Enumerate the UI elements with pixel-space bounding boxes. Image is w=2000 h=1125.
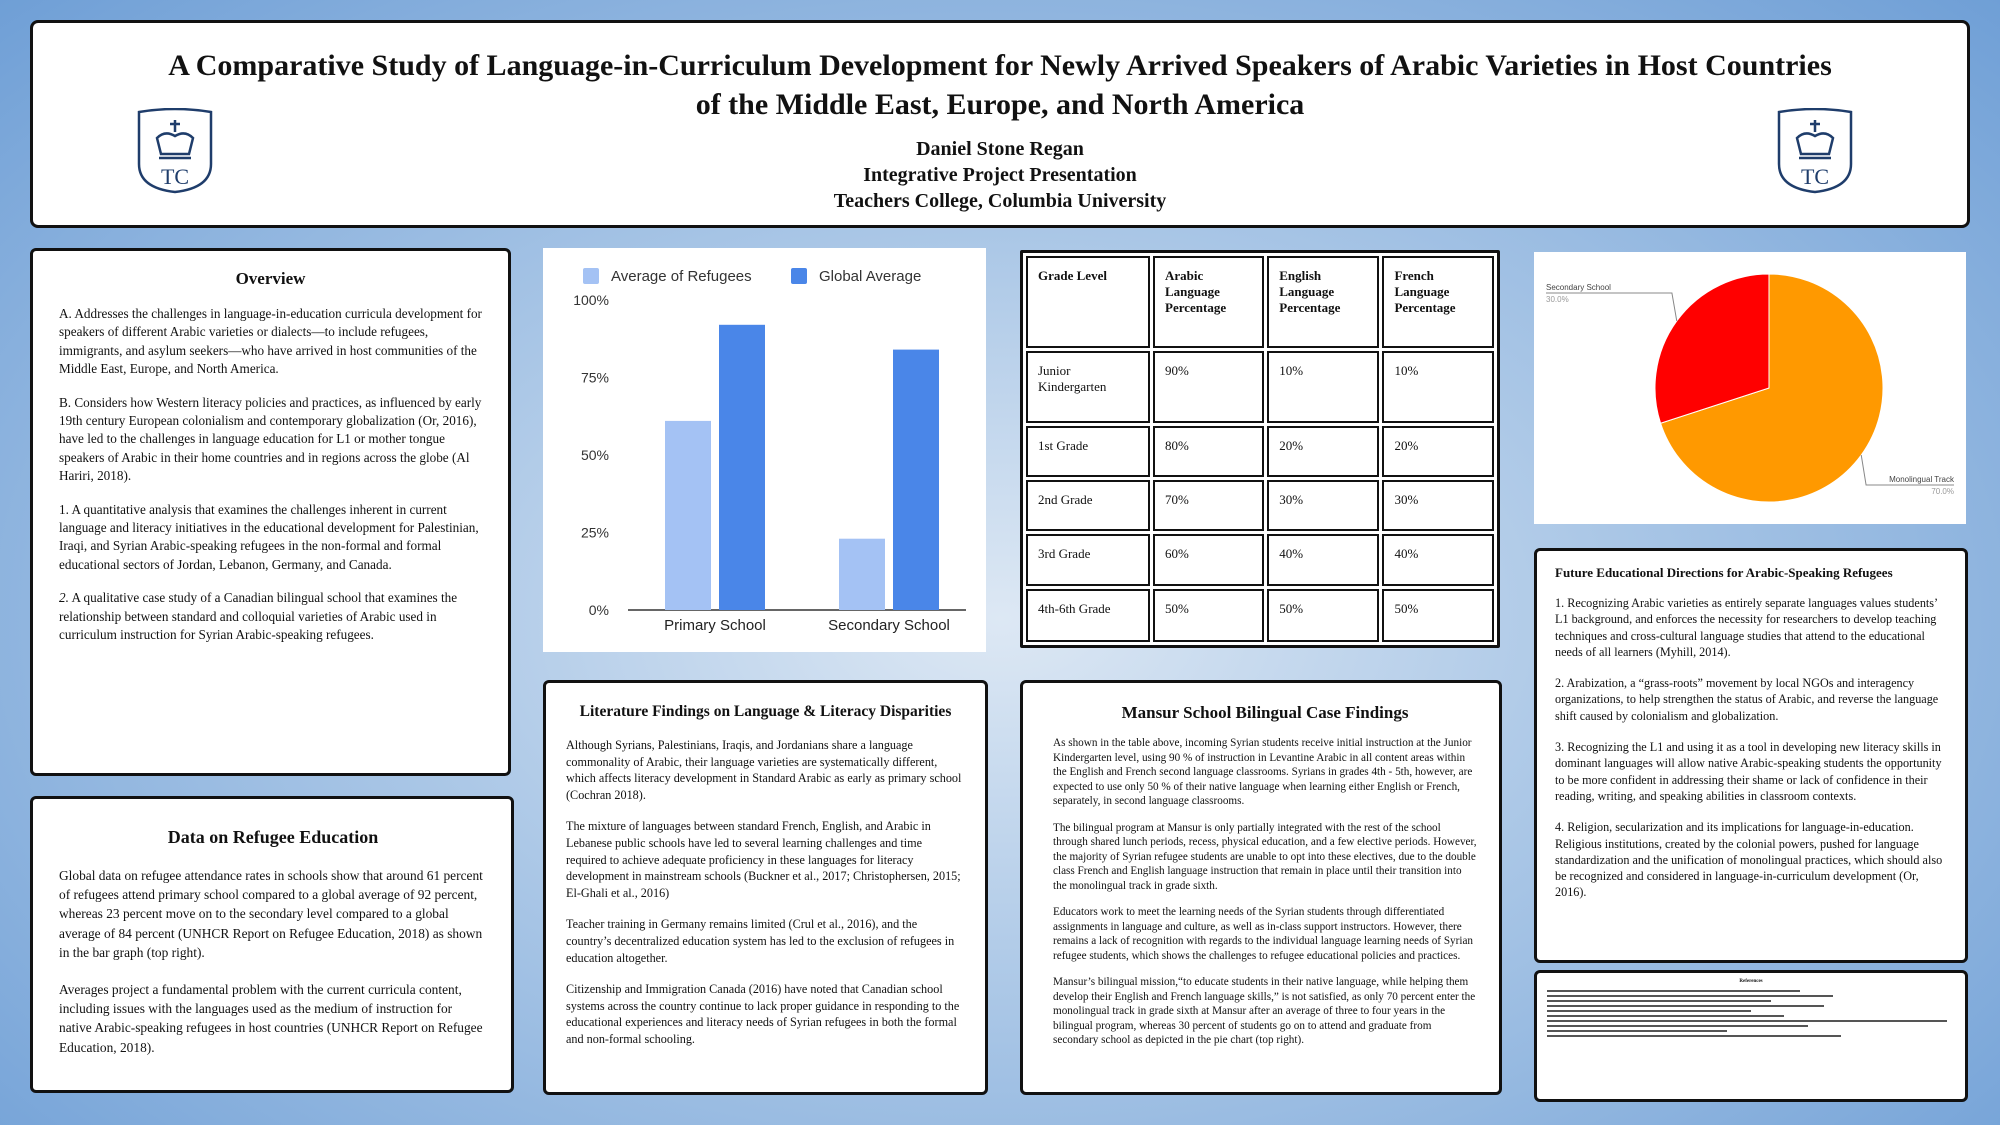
pie-chart (1534, 252, 1966, 524)
reference-entry (1547, 1020, 1947, 1022)
future-paragraph-2: 2. Arabization, a “grass-roots” movement by local NGOs and interagency organizations, to help strengthen the status of Arabic, and reverse the language shift caused by colonialism and globalization. (1555, 676, 1939, 723)
overview-paragraph-2 (59, 589, 482, 644)
legend-label: Average of Refugees (611, 268, 752, 285)
author-name: Daniel Stone Regan (916, 138, 1084, 160)
legend-swatch (791, 268, 807, 284)
bar-chart-panel (543, 248, 986, 652)
table-cell: 2nd Grade (1026, 480, 1150, 531)
y-tick-label: 0% (588, 602, 609, 618)
header-french-percentage: French Language Percentage (1382, 256, 1494, 348)
legend-swatch (583, 268, 599, 284)
crown-shield-icon (1775, 108, 1855, 194)
refugee-data-paragraph-2: Averages project a fundamental problem with the current curricula content, including issues with the languages used as the medium of instruction for native Arabic-speaking refugees in host countries (UNHCR Report on Refugee Education, 2018). (59, 982, 483, 1055)
y-tick-label: 100% (573, 292, 609, 308)
mansur-paragraph-2: The bilingual program at Mansur is only partially integrated with the rest of the school through shared lunch periods, recess, physical education, and a few elective periods. However, the majority of Syrian refugee students are unable to opt into these electives, due to the double class French and English language instruction that remain in place until their transition into the monolingual track in grade sixth. (1053, 821, 1477, 892)
mansur-paragraph-4: Mansur’s bilingual mission,“to educate students in their native language, while helping them develop their English and French language skills,” is not satisfied, as only 70 percent enter the monolingual track in grade sixth at Mansur after an average of three to four years in the bilingual program, whereas 30 percent of students go on to attend and graduate from secondary school as depicted in the pie chart (top right). (1053, 976, 1476, 1046)
future-directions-title: Future Educational Directions for Arabic-Speaking Refugees (1555, 565, 1893, 580)
y-tick-label: 75% (580, 369, 609, 386)
header-arabic-percentage: Arabic Language Percentage (1153, 256, 1264, 348)
table-cell: 60% (1153, 534, 1264, 585)
table-row (1026, 426, 1494, 477)
pie-chart-panel (1534, 252, 1966, 524)
table-cell: 20% (1382, 426, 1494, 477)
literature-paragraph-3: Teacher training in Germany remains limited (Crul et al., 2016), and the country’s decentralized education system has led to the exclusion of refugees in education altogether. (566, 917, 955, 965)
table-cell: 40% (1382, 534, 1494, 585)
presentation-type: Integrative Project Presentation (863, 164, 1137, 186)
header-grade-level: Grade Level (1026, 256, 1150, 348)
reference-entry (1547, 990, 1800, 992)
reference-entry (1547, 1025, 1808, 1027)
pie-slice-label: Secondary School (1546, 282, 1611, 292)
overview-paragraph-1: 1. A quantitative analysis that examines the challenges inherent in current language and literacy initiatives in the educational development for Palestinian, Iraqi, and Syrian Arabic-speaking refugees in the non-formal and formal educational sectors of Jordan, Lebanon, Germany, and Canada. (59, 501, 479, 572)
literature-findings-panel (543, 680, 988, 1095)
reference-entry (1547, 1030, 1727, 1032)
table-row (1026, 351, 1494, 423)
references-panel (1534, 970, 1968, 1102)
bar-chart (543, 248, 986, 652)
mansur-paragraph-3: Educators work to meet the learning needs of the Syrian students through differentiated assignments in language and culture, as well as in-class support instructors. However, there remains a lack of recognition with regards to the individual language learning needs of Syrian refugee students, which shows the challenges to refugee educational policies and practices. (1053, 906, 1474, 962)
reference-entry (1547, 1015, 1784, 1017)
pie-slice-label: Monolingual Track (1889, 475, 1954, 485)
overview-paragraph-a: A. Addresses the challenges in language-in-education curricula development for speakers of different Arabic varieties or dialects—to include refugees, immigrants, and asylum seekers—who have arrived in host communities of the Middle East, Europe, and North America. (59, 306, 482, 377)
mansur-findings-panel (1020, 680, 1502, 1095)
table-row (1026, 534, 1494, 585)
crown-shield-icon (135, 108, 215, 194)
references-title: References (1739, 979, 1763, 984)
refugee-data-title: Data on Refugee Education (167, 827, 379, 847)
y-tick-label: 25% (580, 524, 609, 541)
overview-title: Overview (235, 269, 306, 288)
tc-crown-logo-left (135, 108, 215, 194)
future-paragraph-3: 3. Recognizing the L1 and using it as a tool in developing new literacy skills in dominant languages will allow native Arabic-speaking students the opportunity to be more confident in addressing their shame or lack of confidence in their reading, writing, and speaking abilities in classroom contexts. (1555, 740, 1942, 803)
table-cell: 30% (1382, 480, 1494, 531)
table-cell: 50% (1382, 589, 1494, 642)
table-cell: 10% (1382, 351, 1494, 423)
bar (893, 350, 939, 610)
table-cell: 50% (1153, 589, 1264, 642)
overview-paragraph-2-number: 2. (59, 590, 69, 606)
reference-entry (1547, 1000, 1771, 1002)
table-cell: 50% (1267, 589, 1379, 642)
literature-paragraph-1: Although Syrians, Palestinians, Iraqis, and Jordanians share a language commonality of Arabic, their language varieties are systematically different, which affects literacy development in Standard Arabic as early as primary school (Cochran 2018). (566, 738, 962, 802)
table-cell: 40% (1267, 534, 1379, 585)
tc-crown-logo-right (1775, 108, 1855, 194)
references-list (1547, 990, 1955, 1037)
bar (719, 325, 765, 610)
x-tick-label: Primary School (664, 617, 766, 634)
overview-panel (30, 248, 511, 776)
title-banner (30, 20, 1970, 228)
reference-entry (1547, 995, 1833, 997)
bar (839, 539, 885, 610)
refugee-data-paragraph-1: Global data on refugee attendance rates in schools show that around 61 percent of refugees attend primary school compared to a global average of 92 percent, whereas 23 percent move on to the secondary level compared to a global average of 84 percent (UNHCR Report on Refugee Education, 2018) as shown in the bar graph (top right). (59, 868, 483, 960)
reference-entry (1547, 1010, 1751, 1012)
poster-title-line-2: of the Middle East, Europe, and North America (695, 88, 1305, 121)
legend-label: Global Average (819, 268, 922, 285)
table-cell: 20% (1267, 426, 1379, 477)
grade-table-panel (1020, 250, 1500, 648)
future-paragraph-4: 4. Religion, secularization and its implications for language-in-education. Religious institutions, created by the colonial powers, pushed for language standardization and the unification of monolingual practices, which should also be recognized and considered in language-in-curriculum development (Or, 2016). (1555, 820, 1943, 900)
header-english-percentage: English Language Percentage (1267, 256, 1379, 348)
table-cell: 70% (1153, 480, 1264, 531)
bar (665, 421, 711, 610)
mansur-paragraph-1: As shown in the table above, incoming Syrian students receive initial instruction at the Junior Kindergarten level, using 90 % of instruction in Levantine Arabic in all content areas within the English and French second language classrooms. Syrians in grades 4th - 5th, however, are expected to use only 50 % of their native language when learning either English or French, separately, in second language classrooms. (1053, 737, 1473, 807)
x-tick-label: Secondary School (828, 617, 950, 634)
reference-entry (1547, 1005, 1824, 1007)
future-directions-panel (1534, 548, 1968, 963)
literature-paragraph-2: The mixture of languages between standard French, English, and Arabic in Lebanese public schools have led to several learning challenges and time required to achieve adequate proficiency in these languages for literacy development in mainstream schools (Buckner et al., 2017; Christophersen, 2015; El-Ghali et al., 2016) (566, 819, 961, 900)
language-percentage-table (1023, 253, 1497, 645)
table-cell: Junior Kindergarten (1026, 351, 1150, 423)
y-tick-label: 50% (580, 447, 609, 463)
future-paragraph-1: 1. Recognizing Arabic varieties as entirely separate languages values students’ L1 background, and enforces the necessity for researchers to develop teaching techniques and cross-cultural language studies that attend to the educational needs of all learners (Myhill, 2014). (1555, 596, 1938, 659)
pie-slice-value: 70.0% (1931, 487, 1954, 497)
table-header-row (1026, 256, 1494, 348)
pie-slice-value: 30.0% (1546, 294, 1569, 304)
table-cell: 10% (1267, 351, 1379, 423)
literature-findings-title: Literature Findings on Language & Literacy Disparities (579, 703, 952, 720)
svg-text:TC: TC (160, 164, 190, 189)
table-cell: 4th-6th Grade (1026, 589, 1150, 642)
table-cell: 30% (1267, 480, 1379, 531)
svg-text:TC: TC (1800, 164, 1830, 189)
overview-paragraph-b: B. Considers how Western literacy policies and practices, as influenced by early 19th century European colonialism and contemporary globalization (Or, 2016), have led to the challenges in language education for L1 or mother tongue speakers of Arabic in their home countries and in regions across the globe (Al Hariri, 2018). (59, 394, 482, 484)
mansur-findings-title: Mansur School Bilingual Case Findings (1121, 703, 1409, 722)
poster-title-line-1: A Comparative Study of Language-in-Curriculum Development for Newly Arrived Speakers of Arabic Varieties in Host Countries (168, 49, 1832, 82)
reference-entry (1547, 1035, 1841, 1037)
table-cell: 3rd Grade (1026, 534, 1150, 585)
table-cell: 90% (1153, 351, 1264, 423)
table-row (1026, 480, 1494, 531)
table-cell: 80% (1153, 426, 1264, 477)
refugee-data-panel (30, 796, 514, 1093)
table-row (1026, 589, 1494, 642)
table-cell: 1st Grade (1026, 426, 1150, 477)
literature-paragraph-4: Citizenship and Immigration Canada (2016) have noted that Canadian school systems across the country continue to lack proper guidance in responding to the educational experiences and literacy needs of Syrian refugees in both the formal and non-formal schooling. (566, 982, 960, 1046)
overview-paragraph-2-text: A qualitative case study of a Canadian bilingual school that examines the relationship between standard and colloquial varieties of Arabic used in curriculum instruction for Syrian Arabic-speaking refugees. (59, 590, 458, 643)
institution-name: Teachers College, Columbia University (833, 190, 1167, 212)
